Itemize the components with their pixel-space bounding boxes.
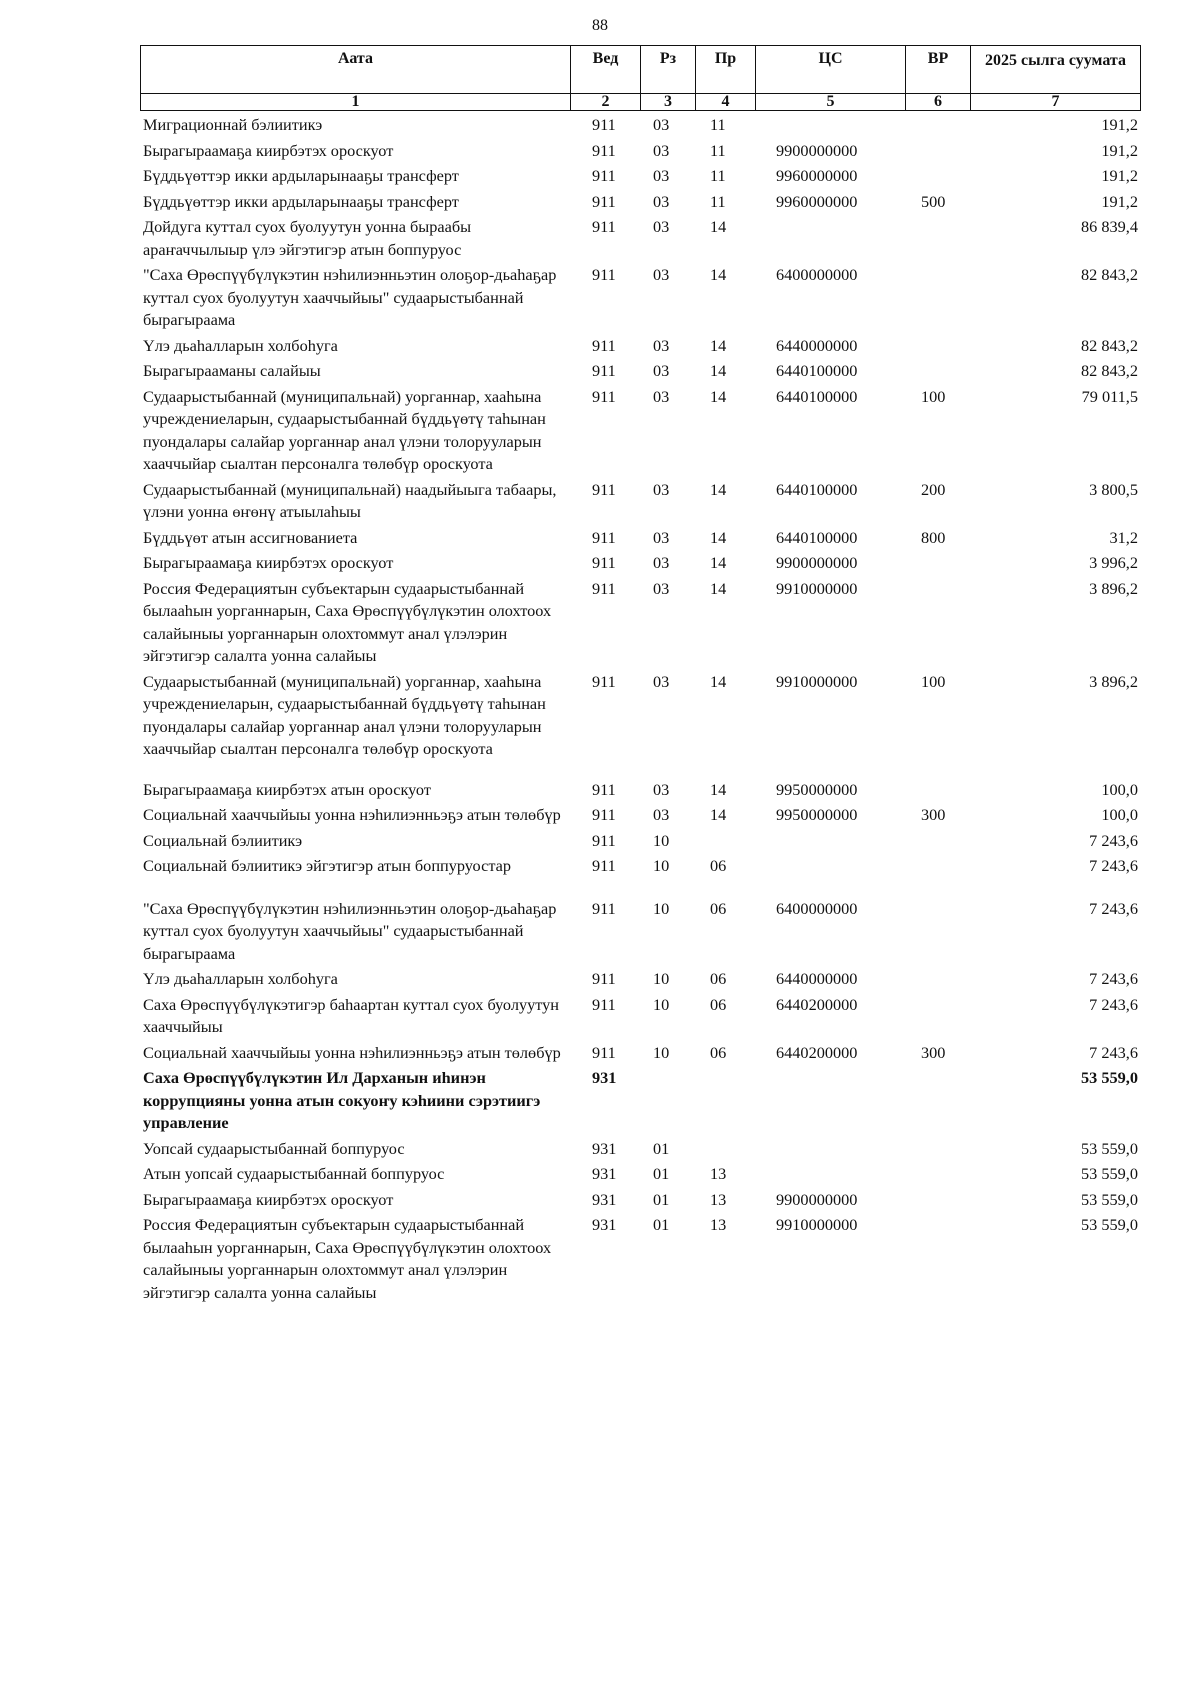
row-name: Саха Өрөспүүбүлүкэтин Ил Дарханын иһинэн коррупцияны уонна атын сокуоҥу кэһиини сэрэтиигэ управление [143, 1068, 541, 1132]
row-cs: 9910000000 [776, 578, 858, 598]
row-pr: 14 [710, 335, 727, 355]
row-pr: 11 [710, 191, 726, 211]
row-ved: 911 [592, 115, 616, 134]
row-cs: 6440000000 [776, 335, 858, 355]
row-ved: 911 [592, 553, 616, 572]
row-cs: 6440100000 [776, 527, 858, 547]
row-rz: 03 [653, 479, 670, 499]
page-number: 88 [592, 17, 608, 34]
row-rz: 03 [653, 553, 670, 572]
table-row [140, 1138, 1140, 1164]
row-rz: 01 [653, 1138, 670, 1158]
row-cs: 6440100000 [776, 361, 858, 380]
row-ved: 911 [592, 805, 616, 824]
row-ved: 911 [592, 166, 616, 185]
table-row [140, 479, 1140, 527]
table-row [140, 1042, 1140, 1068]
row-name: Бүддьүөт атын ассигнованиета [143, 527, 358, 547]
row-pr: 11 [710, 115, 726, 134]
row-rz: 03 [653, 527, 670, 547]
row-cs: 9910000000 [776, 1215, 858, 1234]
row-cs [755, 1163, 905, 1189]
row-amount: 3 800,5 [1089, 479, 1138, 499]
row-vr [905, 968, 970, 994]
table-row [140, 386, 1140, 479]
table-row [140, 1163, 1140, 1189]
row-cs: 6440200000 [776, 1042, 858, 1062]
col-header-ved: Вед [571, 46, 641, 94]
row-name: Үлэ дьаһалларын холбоһуга [143, 969, 338, 988]
row-rz: 01 [653, 1164, 670, 1183]
row-vr [905, 898, 970, 969]
row-pr: 14 [710, 671, 727, 691]
row-ved: 911 [592, 191, 616, 211]
row-rz: 03 [653, 265, 670, 284]
row-rz: 03 [653, 217, 670, 236]
row-vr [905, 165, 970, 191]
row-ved: 911 [592, 217, 616, 236]
row-amount: 53 559,0 [1081, 1164, 1138, 1183]
col-number-7: 7 [971, 94, 1141, 111]
row-cs: 6440100000 [776, 479, 858, 499]
row-pr: 13 [710, 1164, 727, 1183]
table-row [140, 1189, 1140, 1215]
row-rz: 01 [653, 1189, 670, 1209]
row-cs [755, 114, 905, 140]
row-ved: 911 [592, 335, 616, 355]
row-rz: 03 [653, 166, 670, 185]
table-row [140, 552, 1140, 578]
row-name: Үлэ дьаһалларын холбоһуга [143, 335, 338, 355]
row-amount: 7 243,6 [1089, 830, 1138, 850]
row-rz: 03 [653, 191, 670, 211]
row-vr: 800 [921, 527, 946, 547]
budget-table [140, 114, 1140, 1307]
col-number-2: 2 [571, 94, 641, 111]
row-pr: 14 [710, 361, 727, 380]
row-vr [905, 264, 970, 335]
table-row [140, 165, 1140, 191]
table-row [140, 578, 1140, 671]
table-row [140, 264, 1140, 335]
col-number-4: 4 [696, 94, 756, 111]
row-vr [905, 140, 970, 166]
row-amount: 100,0 [1101, 805, 1138, 824]
row-pr: 14 [710, 578, 727, 598]
row-name: Дойдуга куттал суох буолуутун уонна быраабы араҥаччылыыр үлэ эйгэтигэр атын боппуруос [143, 217, 472, 259]
table-row [140, 830, 1140, 856]
col-number-3: 3 [641, 94, 696, 111]
row-cs: 9910000000 [776, 671, 858, 691]
table-row [140, 898, 1140, 969]
row-pr [695, 1138, 755, 1164]
row-name: Уопсай судаарыстыбаннай боппуруос [143, 1138, 405, 1158]
row-ved: 911 [592, 361, 616, 380]
row-amount: 82 843,2 [1081, 361, 1138, 380]
row-pr: 06 [710, 898, 727, 918]
row-vr [905, 994, 970, 1042]
row-vr [905, 1214, 970, 1307]
row-rz: 03 [653, 361, 670, 380]
row-ved: 911 [592, 779, 616, 799]
row-vr [905, 1189, 970, 1215]
row-rz: 10 [653, 1042, 670, 1062]
row-name: Судаарыстыбаннай (муниципальнай) наадыйыыга табаары, үлэни уонна өҥөнү атыылаһыы [143, 479, 557, 521]
row-rz: 03 [653, 805, 670, 824]
row-amount: 191,2 [1101, 166, 1138, 185]
row-name: Судаарыстыбаннай (муниципальнай) уорганнар, хааһына учреждениеларын, судаарыстыбаннай бүддьүөтү таһынан пуондалары салайар уорганнар анал үлэни толорууларын хааччыйар сыалтан персоналга төлөбүр ороскуота [143, 671, 546, 758]
row-amount: 191,2 [1101, 115, 1138, 134]
table-row [140, 855, 1140, 898]
row-rz: 03 [653, 335, 670, 355]
row-vr: 100 [921, 386, 946, 406]
row-pr: 11 [710, 166, 726, 185]
row-pr [695, 1067, 755, 1138]
row-rz: 03 [653, 140, 670, 160]
row-amount: 31,2 [1109, 527, 1138, 547]
row-ved: 931 [592, 1068, 617, 1087]
row-name: Социальнай хааччыйыы уонна нэһилиэнньэҕэ атын төлөбүр [143, 805, 561, 824]
row-vr [905, 830, 970, 856]
row-name: Миграционнай бэлиитикэ [143, 115, 323, 134]
row-amount: 79 011,5 [1081, 386, 1138, 406]
row-pr: 06 [710, 1042, 727, 1062]
row-vr [905, 1067, 970, 1138]
row-name: "Саха Өрөспүүбүлүкэтин нэһилиэнньэтин олоҕор-дьаһаҕар куттал суох буолуутун хааччыйыы" судаарыстыбаннай бырагыраама [143, 265, 557, 329]
row-ved: 911 [592, 140, 616, 160]
row-rz: 10 [653, 830, 670, 850]
table-row [140, 994, 1140, 1042]
row-ved: 911 [592, 898, 616, 918]
row-name: Бырагыраамаҕа киирбэтэх атын ороскуот [143, 779, 431, 799]
row-pr: 14 [710, 265, 727, 284]
row-ved: 911 [592, 578, 616, 598]
row-cs: 6400000000 [776, 265, 858, 284]
row-name: Бырагыраамаҕа киирбэтэх ороскуот [143, 553, 394, 572]
row-pr: 14 [710, 805, 727, 824]
table-row [140, 114, 1140, 140]
col-header-vr: ВР [906, 46, 971, 94]
row-amount: 100,0 [1101, 779, 1138, 799]
table-row [140, 216, 1140, 264]
row-amount: 3 896,2 [1089, 578, 1138, 598]
table-row [140, 140, 1140, 166]
row-amount: 7 243,6 [1089, 898, 1138, 918]
table-row [140, 360, 1140, 386]
row-name: Социальнай бэлиитикэ эйгэтигэр атын боппуруостар [143, 856, 511, 875]
row-rz [640, 1067, 695, 1138]
row-cs: 9950000000 [776, 805, 858, 824]
row-cs: 9960000000 [776, 191, 858, 211]
row-name: Атын уопсай судаарыстыбаннай боппуруос [143, 1164, 445, 1183]
row-amount: 7 243,6 [1089, 1042, 1138, 1062]
row-pr: 06 [710, 856, 727, 875]
row-cs [755, 1067, 905, 1138]
row-ved: 931 [592, 1138, 617, 1158]
row-rz: 10 [653, 898, 670, 918]
row-name: Бүддьүөттэр икки ардыларынааҕы трансферт [143, 166, 459, 185]
row-name: Социальнай бэлиитикэ [143, 830, 303, 850]
row-cs: 9950000000 [776, 779, 858, 799]
row-rz: 03 [653, 578, 670, 598]
row-amount: 53 559,0 [1081, 1189, 1138, 1209]
col-header-name: Аата [141, 46, 571, 94]
table-row [140, 779, 1140, 805]
row-ved: 931 [592, 1164, 617, 1183]
row-pr: 14 [710, 553, 727, 572]
row-cs [755, 216, 905, 264]
row-amount: 191,2 [1101, 140, 1138, 160]
row-pr: 06 [710, 969, 727, 988]
table-row [140, 527, 1140, 553]
row-vr [905, 360, 970, 386]
row-vr [905, 335, 970, 361]
row-pr: 13 [710, 1215, 727, 1234]
row-vr [905, 1138, 970, 1164]
row-rz: 03 [653, 115, 670, 134]
row-pr: 14 [710, 779, 727, 799]
col-header-rz: Рз [641, 46, 696, 94]
row-amount: 53 559,0 [1081, 1068, 1138, 1087]
row-cs: 9960000000 [776, 166, 858, 185]
row-name: Россия Федерациятын субъектарын судаарыстыбаннай былааһын уорганнарын, Саха Өрөспүүбүлүкэтин олохтоох салайыныы уорганнарын олохтоммут анал үлэлэрин эйгэтигэр салалта уонна салайыы [143, 1215, 552, 1302]
row-cs: 6440200000 [776, 994, 858, 1014]
table-row [140, 804, 1140, 830]
row-amount: 53 559,0 [1081, 1138, 1138, 1158]
row-rz: 01 [653, 1215, 670, 1234]
col-header-amount: 2025 сылга суумата [971, 46, 1141, 94]
table-row [140, 1067, 1140, 1138]
row-cs [755, 1138, 905, 1164]
row-ved: 911 [592, 265, 616, 284]
table-row [140, 968, 1140, 994]
row-vr [905, 1163, 970, 1189]
row-amount: 7 243,6 [1089, 856, 1138, 875]
col-header-cs: ЦС [756, 46, 906, 94]
row-cs: 9900000000 [776, 553, 858, 572]
row-vr [905, 779, 970, 805]
row-name: Бырагыраамаҕа киирбэтэх ороскуот [143, 140, 394, 160]
row-vr [905, 578, 970, 671]
row-rz: 03 [653, 386, 670, 406]
row-vr: 200 [921, 479, 946, 499]
row-amount: 7 243,6 [1089, 994, 1138, 1014]
row-pr: 13 [710, 1189, 727, 1209]
row-cs: 6440000000 [776, 969, 858, 988]
row-ved: 931 [592, 1215, 617, 1234]
row-pr: 14 [710, 527, 727, 547]
row-vr [905, 216, 970, 264]
row-cs: 9900000000 [776, 140, 858, 160]
row-amount: 86 839,4 [1081, 217, 1138, 236]
row-cs [755, 855, 905, 898]
row-name: Россия Федерациятын субъектарын судаарыстыбаннай былааһын уорганнарын, Саха Өрөспүүбүлүкэтин олохтоох салайыныы уорганнарын олохтоммут анал үлэлэрин эйгэтигэр салалта уонна салайыы [143, 578, 552, 665]
row-amount: 82 843,2 [1081, 335, 1138, 355]
row-ved: 911 [592, 479, 616, 499]
row-name: "Саха Өрөспүүбүлүкэтин нэһилиэнньэтин олоҕор-дьаһаҕар куттал суох буолуутун хааччыйыы" судаарыстыбаннай бырагыраама [143, 898, 557, 963]
row-pr: 11 [710, 140, 726, 160]
row-cs: 6400000000 [776, 898, 858, 918]
row-pr: 14 [710, 217, 727, 236]
row-pr [695, 830, 755, 856]
col-number-5: 5 [756, 94, 906, 111]
row-vr: 300 [921, 805, 946, 824]
row-vr [905, 855, 970, 898]
row-ved: 911 [592, 527, 616, 547]
row-amount: 53 559,0 [1081, 1215, 1138, 1234]
row-amount: 3 996,2 [1089, 553, 1138, 572]
row-vr: 100 [921, 671, 946, 691]
row-rz: 03 [653, 779, 670, 799]
row-name: Бүддьүөттэр икки ардыларынааҕы трансферт [143, 191, 459, 211]
row-ved: 911 [592, 1042, 616, 1062]
row-vr: 300 [921, 1042, 946, 1062]
col-number-6: 6 [906, 94, 971, 111]
row-ved: 911 [592, 969, 616, 988]
row-pr: 06 [710, 994, 727, 1014]
row-ved: 911 [592, 856, 616, 875]
row-ved: 911 [592, 830, 616, 850]
row-vr: 500 [921, 191, 946, 211]
col-header-pr: Пр [696, 46, 756, 94]
row-rz: 03 [653, 671, 670, 691]
row-ved: 911 [592, 386, 616, 406]
row-rz: 10 [653, 994, 670, 1014]
row-rz: 10 [653, 969, 670, 988]
row-cs [755, 830, 905, 856]
row-name: Бырагыраамаҕа киирбэтэх ороскуот [143, 1189, 394, 1209]
row-cs: 9900000000 [776, 1189, 858, 1209]
table-row [140, 671, 1140, 779]
table-header [140, 45, 1141, 111]
row-pr: 14 [710, 386, 727, 406]
row-name: Социальнай хааччыйыы уонна нэһилиэнньэҕэ атын төлөбүр [143, 1042, 561, 1062]
row-ved: 911 [592, 994, 616, 1014]
table-row [140, 1214, 1140, 1307]
row-amount: 82 843,2 [1081, 265, 1138, 284]
row-name: Судаарыстыбаннай (муниципальнай) уорганнар, хааһына учреждениеларын, судаарыстыбаннай бүддьүөтү таһынан пуондалары салайар уорганнар анал үлэни толорууларын хааччыйар сыалтан персоналга төлөбүр ороскуота [143, 386, 546, 473]
col-number-1: 1 [141, 94, 571, 111]
row-name: Бырагырааманы салайыы [143, 361, 321, 380]
row-amount: 191,2 [1101, 191, 1138, 211]
row-ved: 911 [592, 671, 616, 691]
row-rz: 10 [653, 856, 670, 875]
row-vr [905, 552, 970, 578]
row-ved: 931 [592, 1189, 617, 1209]
row-name: Саха Өрөспүүбүлүкэтигэр баһаартан куттал суох буолуутун хааччыйыы [143, 994, 559, 1036]
row-pr: 14 [710, 479, 727, 499]
row-cs: 6440100000 [776, 386, 858, 406]
table-row [140, 335, 1140, 361]
table-row [140, 191, 1140, 217]
row-amount: 3 896,2 [1089, 671, 1138, 691]
row-amount: 7 243,6 [1089, 969, 1138, 988]
row-vr [905, 114, 970, 140]
